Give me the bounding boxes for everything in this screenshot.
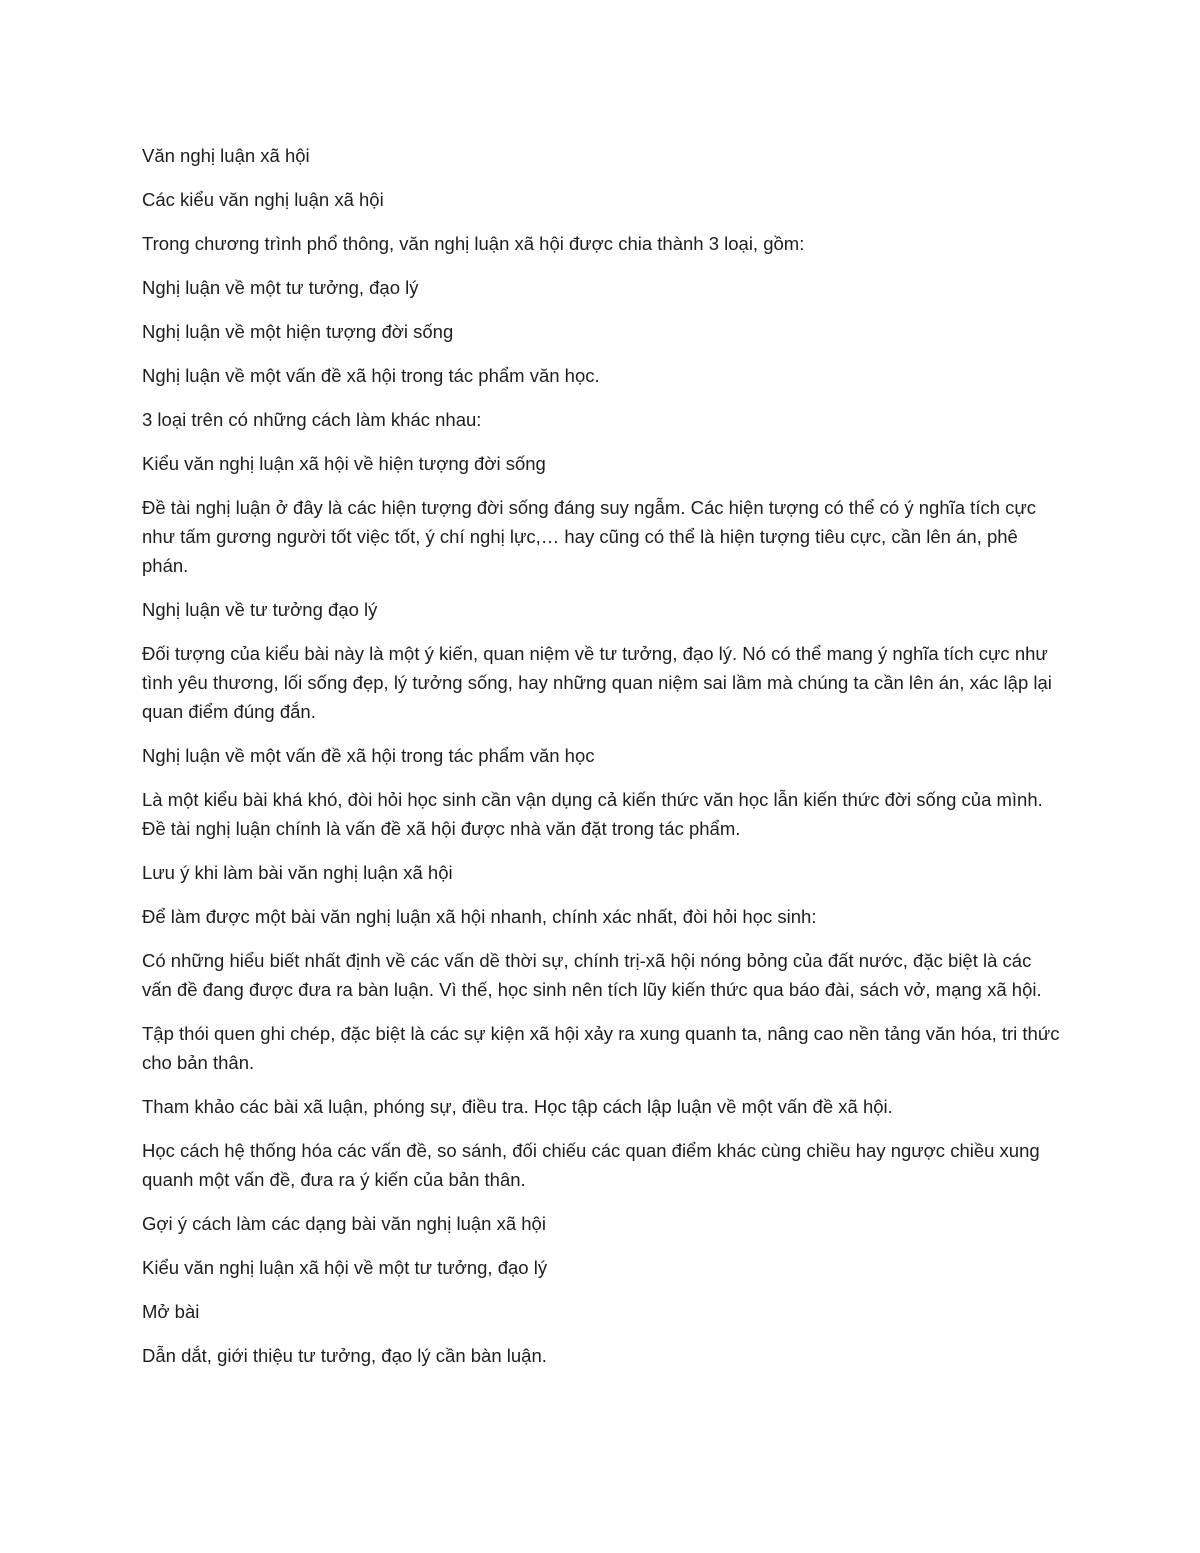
paragraph-intro: Trong chương trình phổ thông, văn nghị luận xã hội được chia thành 3 loại, gồm: — [142, 233, 805, 254]
paragraph-heading-notes: Lưu ý khi làm bài văn nghị luận xã hội — [142, 862, 453, 883]
paragraph-opening-body: Dẫn dắt, giới thiệu tư tưởng, đạo lý cần bàn luận. — [142, 1345, 547, 1366]
paragraph-notes-intro: Để làm được một bài văn nghị luận xã hội nhanh, chính xác nhất, đòi hỏi học sinh: — [142, 906, 817, 927]
paragraph-literature-body: Là một kiểu bài khá khó, đòi hỏi học sinh cần vận dụng cả kiến thức văn học lẫn kiến thức đời sống của mình. Đề tài nghị luận chính là vấn đề xã hội được nhà văn đặt trong tác phẩm. — [142, 789, 1043, 839]
paragraph-methods-intro: 3 loại trên có những cách làm khác nhau: — [142, 409, 482, 430]
paragraph-heading-types: Các kiểu văn nghị luận xã hội — [142, 189, 384, 210]
paragraph-ethics-body: Đối tượng của kiểu bài này là một ý kiến, quan niệm về tư tưởng, đạo lý. Nó có thể mang ý nghĩa tích cực như tình yêu thương, lối sống đẹp, lý tưởng sống, hay những quan niệm sai lầm mà chúng ta cần lên án, xác lập lại quan điểm đúng đắn. — [142, 643, 1052, 722]
paragraph-note-2: Tập thói quen ghi chép, đặc biệt là các sự kiện xã hội xảy ra xung quanh ta, nâng cao nền tảng văn hóa, tri thức cho bản thân. — [142, 1023, 1060, 1073]
paragraph-heading-opening: Mở bài — [142, 1301, 200, 1322]
paragraph-note-3: Tham khảo các bài xã luận, phóng sự, điều tra. Học tập cách lập luận về một vấn đề xã hội. — [142, 1096, 893, 1117]
paragraph-type-1: Nghị luận về một tư tưởng, đạo lý — [142, 277, 419, 298]
paragraph-heading-ethics: Nghị luận về tư tưởng đạo lý — [142, 599, 378, 620]
paragraph-type-2: Nghị luận về một hiện tượng đời sống — [142, 321, 454, 342]
paragraph-type-3: Nghị luận về một vấn đề xã hội trong tác phẩm văn học. — [142, 365, 600, 386]
paragraph-note-1: Có những hiểu biết nhất định về các vấn dề thời sự, chính trị-xã hội nóng bỏng của đất nước, đặc biệt là các vấn đề đang được đưa ra bàn luận. Vì thế, học sinh nên tích lũy kiến thức qua báo đài, sách vở, mạng xã hội. — [142, 950, 1042, 1000]
paragraph-phenomenon-body: Đề tài nghị luận ở đây là các hiện tượng đời sống đáng suy ngẫm. Các hiện tượng có thể có ý nghĩa tích cực như tấm gương người tốt việc tốt, ý chí nghị lực,… hay cũng có thể là hiện tượng tiêu cực, cần lên án, phê phán. — [142, 497, 1037, 576]
paragraph-note-4: Học cách hệ thống hóa các vấn đề, so sánh, đối chiếu các quan điểm khác cùng chiều hay ngược chiều xung quanh một vấn đề, đưa ra ý kiến của bản thân. — [142, 1140, 1040, 1190]
paragraph-heading-literature: Nghị luận về một vấn đề xã hội trong tác phẩm văn học — [142, 745, 595, 766]
paragraph-title: Văn nghị luận xã hội — [142, 145, 310, 166]
paragraph-heading-guide: Gợi ý cách làm các dạng bài văn nghị luận xã hội — [142, 1213, 546, 1234]
paragraph-heading-ethics-guide: Kiểu văn nghị luận xã hội về một tư tưởng, đạo lý — [142, 1257, 548, 1278]
document-body — [142, 141, 1062, 1385]
paragraph-heading-phenomenon: Kiểu văn nghị luận xã hội về hiện tượng đời sống — [142, 453, 546, 474]
